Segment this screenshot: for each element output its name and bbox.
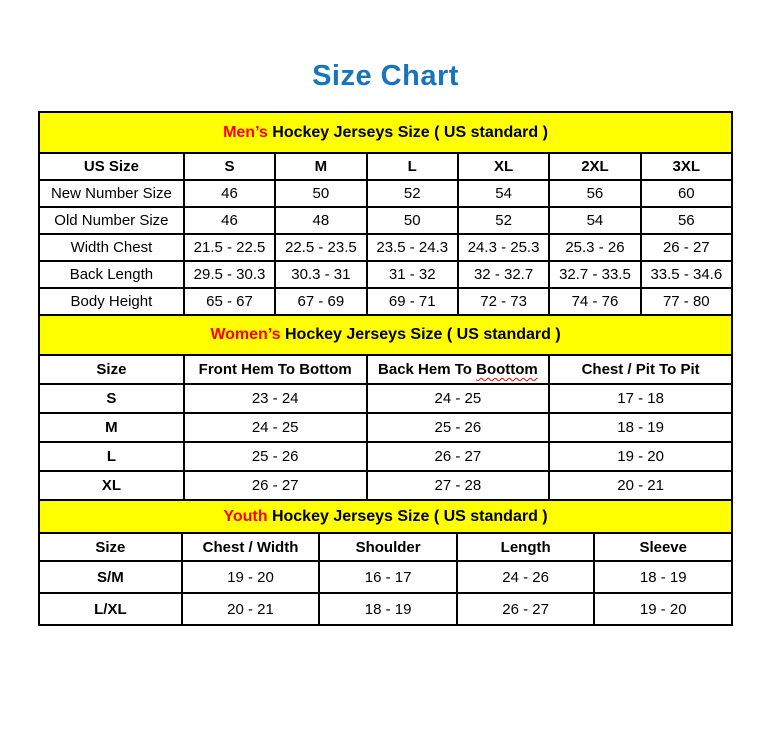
mens-size-section — [38, 111, 733, 316]
size-cell: 56 — [641, 207, 732, 234]
column-header — [457, 533, 595, 561]
size-cell: 24.3 - 25.3 — [458, 234, 549, 261]
size-cell: 25 - 26 — [367, 413, 550, 442]
size-cell: 23 - 24 — [184, 384, 367, 413]
column-header — [184, 153, 275, 180]
row-label: M — [39, 413, 184, 442]
header-text: M — [314, 158, 328, 175]
size-cell: 54 — [458, 180, 549, 207]
table-row — [39, 471, 732, 500]
table-row — [39, 561, 732, 593]
column-header — [182, 533, 320, 561]
size-cell: 26 - 27 — [367, 442, 550, 471]
size-cell: 52 — [458, 207, 549, 234]
size-cell: 30.3 - 31 — [275, 261, 366, 288]
size-cell: 19 - 20 — [549, 442, 732, 471]
header-text: S — [224, 158, 235, 175]
table-row — [39, 413, 732, 442]
size-cell: 33.5 - 34.6 — [641, 261, 732, 288]
row-label: Back Length — [39, 261, 184, 288]
row-label: S — [39, 384, 184, 413]
column-header — [39, 533, 182, 561]
column-header — [458, 153, 549, 180]
size-cell: 24 - 25 — [367, 384, 550, 413]
size-cell: 50 — [367, 207, 458, 234]
youth-size-section — [38, 501, 733, 626]
size-cell: 23.5 - 24.3 — [367, 234, 458, 261]
size-cell: 69 - 71 — [367, 288, 458, 315]
womens-section-heading — [38, 316, 733, 354]
size-cell: 24 - 25 — [184, 413, 367, 442]
mens-heading-rest: Hockey Jerseys Size ( US standard ) — [267, 123, 548, 141]
row-label: XL — [39, 471, 184, 500]
size-cell: 26 - 27 — [641, 234, 732, 261]
size-cell: 26 - 27 — [184, 471, 367, 500]
size-cell: 18 - 19 — [549, 413, 732, 442]
column-header — [641, 153, 732, 180]
youth-heading-rest: Hockey Jerseys Size ( US standard ) — [267, 507, 548, 525]
column-header — [39, 355, 184, 384]
row-label: Width Chest — [39, 234, 184, 261]
size-cell: 60 — [641, 180, 732, 207]
column-header — [184, 355, 367, 384]
table-row — [39, 207, 732, 234]
header-text: Chest / Pit To Pit — [581, 361, 700, 378]
size-cell: 25.3 - 26 — [549, 234, 640, 261]
womens-size-section — [38, 316, 733, 501]
column-header — [39, 153, 184, 180]
header-text: 2XL — [581, 158, 609, 175]
row-label: L — [39, 442, 184, 471]
size-cell: 18 - 19 — [594, 561, 732, 593]
mens-heading-accent: Men’s — [223, 123, 268, 141]
mens-section-heading — [38, 111, 733, 152]
womens-heading-rest: Hockey Jerseys Size ( US standard ) — [280, 326, 561, 343]
table-row — [39, 593, 732, 625]
header-text: Front Hem To Bottom — [198, 361, 352, 378]
size-cell: 52 — [367, 180, 458, 207]
row-label: Body Height — [39, 288, 184, 315]
header-text: Chest / Width — [202, 538, 299, 556]
size-cell: 25 - 26 — [184, 442, 367, 471]
header-text: Size — [95, 538, 126, 556]
size-cell: 22.5 - 23.5 — [275, 234, 366, 261]
table-row — [39, 384, 732, 413]
mens-header-row — [39, 153, 732, 180]
size-cell: 46 — [184, 180, 275, 207]
size-cell: 31 - 32 — [367, 261, 458, 288]
size-cell: 21.5 - 22.5 — [184, 234, 275, 261]
size-cell: 46 — [184, 207, 275, 234]
column-header — [367, 153, 458, 180]
row-label: L/XL — [39, 593, 182, 625]
table-row — [39, 180, 732, 207]
size-cell: 18 - 19 — [319, 593, 457, 625]
womens-header-row — [39, 355, 732, 384]
table-row — [39, 288, 732, 315]
column-header — [549, 355, 732, 384]
header-text: Back Hem To — [378, 361, 477, 378]
page-title: Size Chart — [312, 60, 459, 92]
header-text: US Size — [83, 158, 139, 175]
size-cell: 48 — [275, 207, 366, 234]
row-label: New Number Size — [39, 180, 184, 207]
size-cell: 77 - 80 — [641, 288, 732, 315]
header-text: L — [407, 158, 417, 175]
header-text: Length — [500, 538, 551, 556]
row-label: S/M — [39, 561, 182, 593]
womens-size-table — [38, 354, 733, 501]
header-text: Sleeve — [639, 538, 687, 556]
size-cell: 67 - 69 — [275, 288, 366, 315]
table-row — [39, 234, 732, 261]
size-cell: 74 - 76 — [549, 288, 640, 315]
column-header — [367, 355, 550, 384]
size-cell: 19 - 20 — [594, 593, 732, 625]
size-cell: 29.5 - 30.3 — [184, 261, 275, 288]
size-cell: 20 - 21 — [549, 471, 732, 500]
size-cell: 50 — [275, 180, 366, 207]
misspelled-word: Boottom — [476, 361, 538, 378]
size-cell: 32 - 32.7 — [458, 261, 549, 288]
mens-size-table — [38, 152, 733, 316]
youth-size-table — [38, 532, 733, 626]
youth-heading-accent: Youth — [223, 507, 268, 525]
header-text: Shoulder — [355, 538, 421, 556]
size-cell: 19 - 20 — [182, 561, 320, 593]
header-text: Size — [96, 361, 127, 378]
size-cell: 56 — [549, 180, 640, 207]
youth-header-row — [39, 533, 732, 561]
header-text: 3XL — [672, 158, 701, 175]
table-row — [39, 261, 732, 288]
size-chart-tables — [38, 111, 733, 626]
table-row — [39, 442, 732, 471]
size-cell: 32.7 - 33.5 — [549, 261, 640, 288]
column-header — [319, 533, 457, 561]
column-header — [275, 153, 366, 180]
womens-heading-accent: Women’s — [210, 326, 281, 343]
size-cell: 27 - 28 — [367, 471, 550, 500]
size-cell: 26 - 27 — [457, 593, 595, 625]
size-cell: 65 - 67 — [184, 288, 275, 315]
youth-section-heading — [38, 501, 733, 532]
size-cell: 16 - 17 — [319, 561, 457, 593]
size-cell: 54 — [549, 207, 640, 234]
column-header — [549, 153, 640, 180]
size-cell: 72 - 73 — [458, 288, 549, 315]
header-text: XL — [494, 158, 514, 175]
column-header — [594, 533, 732, 561]
size-cell: 24 - 26 — [457, 561, 595, 593]
size-cell: 17 - 18 — [549, 384, 732, 413]
size-cell: 20 - 21 — [182, 593, 320, 625]
row-label: Old Number Size — [39, 207, 184, 234]
